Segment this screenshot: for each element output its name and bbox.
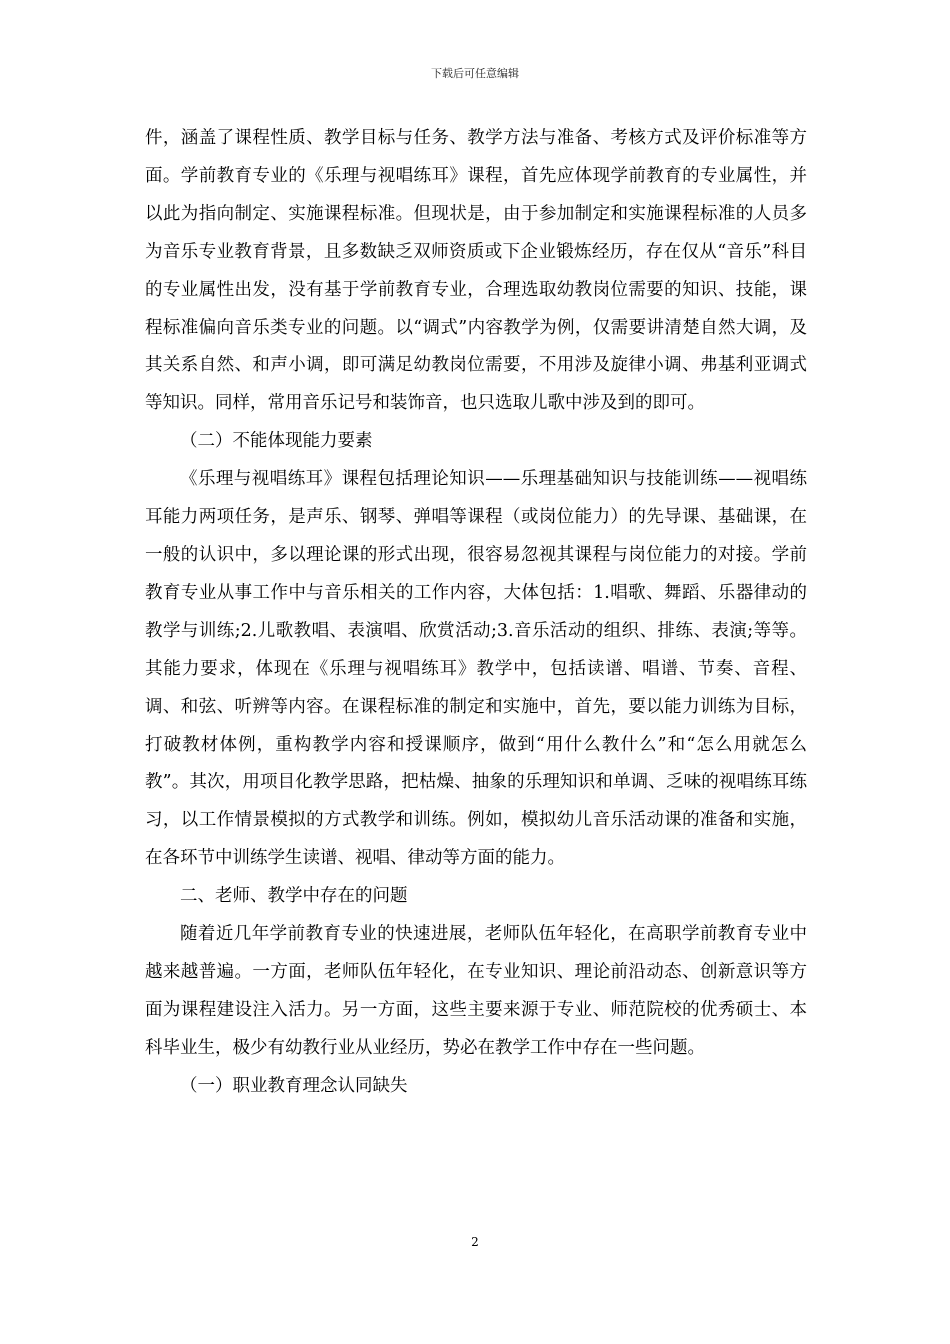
body-paragraph: 随着近几年学前教育专业的快速进展，老师队伍年轻化，在高职学前教育专业中越来越普遍。一方面，老师队伍年轻化，在专业知识、理论前沿动态、创新意识等方面为课程建设注入活力。另一方面，这些主要来源于专业、师范院校的优秀硕士、本科毕业生，极少有幼教行业从业经历，势必在教学工作中存在一些问题。 [145,924,807,1058]
section-heading: 二、老师、教学中存在的问题 [180,886,408,907]
page-header-note: 下载后可任意编辑 [431,67,519,80]
body-paragraph: 《乐理与视唱练耳》课程包括理论知识——乐理基础知识与技能训练——视唱练耳能力两项任务，是声乐、钢琴、弹唱等课程（或岗位能力）的先导课、基础课，在一般的认识中，多以理论课的形式出现，很容易忽视其课程与岗位能力的对接。学前教育专业从事工作中与音乐相关的工作内容，大体包括：1.唱歌、舞蹈、乐器律动的教学与训练;2.儿歌教唱、表演唱、欣赏活动;3.音乐活动的组织、排练、表演;等等。其能力要求，体现在《乐理与视唱练耳》教学中，包括读谱、唱谱、节奏、音程、调、和弦、听辨等内容。在课程标准的制定和实施中，首先，要以能力训练为目标，打破教材体例，重构教学内容和授课顺序，做到“用什么教什么”和“怎么用就怎么教”。其次，用项目化教学思路，把枯燥、抽象的乐理知识和单调、乏味的视唱练耳练习，以工作情景模拟的方式教学和训练。例如，模拟幼儿音乐活动课的准备和实施，在各环节中训练学生读谱、视唱、律动等方面的能力。 [145,469,807,869]
document-body [145,120,807,1106]
body-paragraph: 件，涵盖了课程性质、教学目标与任务、教学方法与准备、考核方式及评价标准等方面。学前教育专业的《乐理与视唱练耳》课程，首先应体现学前教育的专业属性，并以此为指向制定、实施课程标准。但现状是，由于参加制定和实施课程标准的人员多为音乐专业教育背景，且多数缺乏双师资质或下企业锻炼经历，存在仅从“音乐”科目的专业属性出发，没有基于学前教育专业，合理选取幼教岗位需要的知识、技能，课程标准偏向音乐类专业的问题。以“调式”内容教学为例，仅需要讲清楚自然大调，及其关系自然、和声小调，即可满足幼教岗位需要，不用涉及旋律小调、弗基利亚调式等知识。同样，常用音乐记号和装饰音，也只选取儿歌中涉及到的即可。 [145,128,807,414]
section-heading: （一）职业教育理念认同缺失 [180,1075,408,1096]
section-heading: （二）不能体现能力要素 [180,431,373,452]
page-number: 2 [471,1235,479,1249]
